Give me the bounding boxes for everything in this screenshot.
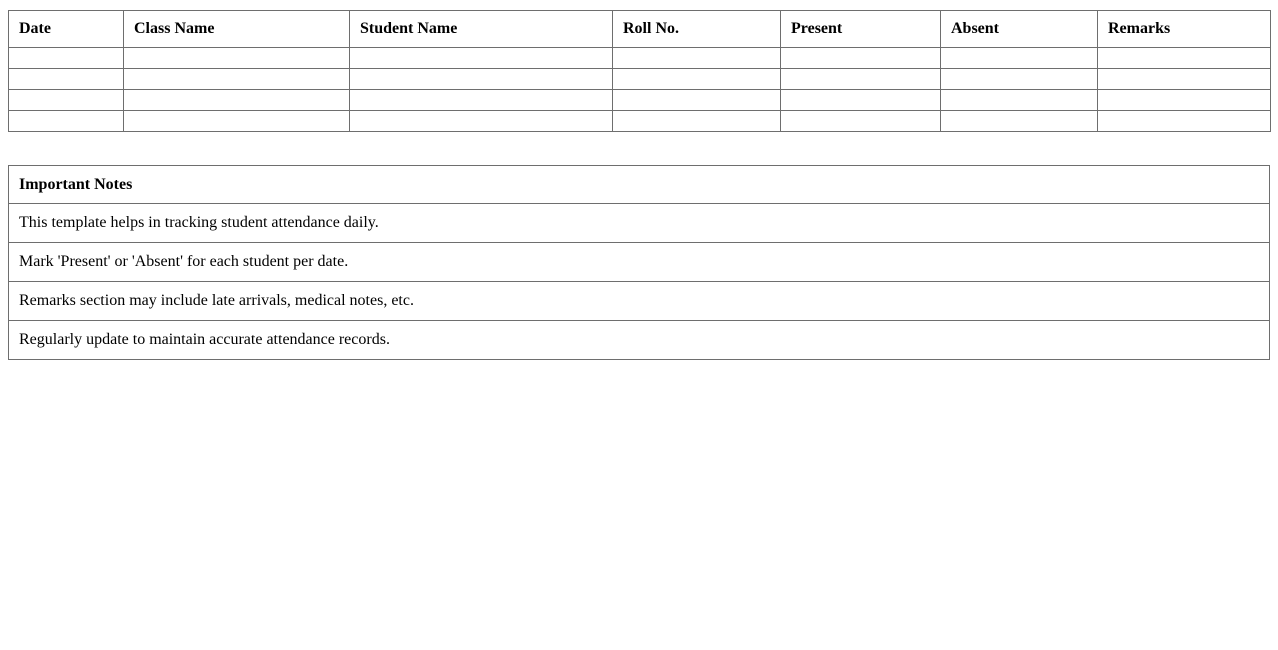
empty-cell (781, 48, 941, 69)
column-header-class-name: Class Name (124, 11, 350, 48)
empty-cell (1098, 69, 1271, 90)
column-header-roll-no: Roll No. (613, 11, 781, 48)
note-text: Mark 'Present' or 'Absent' for each student per date. (9, 243, 1270, 282)
attendance-empty-row (9, 69, 1271, 90)
note-text: Remarks section may include late arrivals, medical notes, etc. (9, 282, 1270, 321)
column-header-date: Date (9, 11, 124, 48)
empty-cell (124, 111, 350, 132)
notes-title: Important Notes (9, 166, 1270, 204)
note-text: This template helps in tracking student attendance daily. (9, 204, 1270, 243)
attendance-empty-row (9, 111, 1271, 132)
empty-cell (1098, 48, 1271, 69)
attendance-empty-rows (9, 48, 1271, 132)
empty-cell (350, 48, 613, 69)
empty-cell (613, 69, 781, 90)
attendance-table (8, 10, 1271, 132)
empty-cell (941, 69, 1098, 90)
empty-cell (124, 90, 350, 111)
note-row (9, 243, 1270, 282)
empty-cell (1098, 111, 1271, 132)
column-header-absent: Absent (941, 11, 1098, 48)
note-row (9, 282, 1270, 321)
notes-rows (9, 204, 1270, 360)
notes-header-row (9, 166, 1270, 204)
important-notes-table (8, 165, 1270, 360)
empty-cell (781, 111, 941, 132)
empty-cell (613, 48, 781, 69)
attendance-empty-row (9, 90, 1271, 111)
note-row (9, 321, 1270, 360)
empty-cell (350, 111, 613, 132)
empty-cell (9, 69, 124, 90)
empty-cell (941, 90, 1098, 111)
empty-cell (350, 90, 613, 111)
column-header-present: Present (781, 11, 941, 48)
empty-cell (350, 69, 613, 90)
attendance-header-row (9, 11, 1271, 48)
attendance-empty-row (9, 48, 1271, 69)
empty-cell (124, 48, 350, 69)
empty-cell (781, 69, 941, 90)
column-header-remarks: Remarks (1098, 11, 1271, 48)
empty-cell (781, 90, 941, 111)
empty-cell (613, 111, 781, 132)
empty-cell (941, 111, 1098, 132)
empty-cell (1098, 90, 1271, 111)
note-text: Regularly update to maintain accurate attendance records. (9, 321, 1270, 360)
empty-cell (9, 48, 124, 69)
empty-cell (613, 90, 781, 111)
note-row (9, 204, 1270, 243)
empty-cell (9, 111, 124, 132)
empty-cell (124, 69, 350, 90)
column-header-student-name: Student Name (350, 11, 613, 48)
empty-cell (941, 48, 1098, 69)
empty-cell (9, 90, 124, 111)
